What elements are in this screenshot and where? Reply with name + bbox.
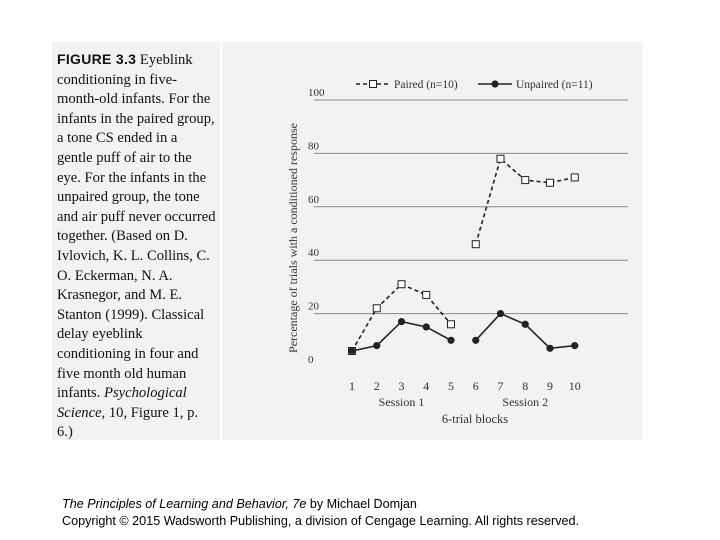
session-label: Session 2 bbox=[502, 395, 549, 409]
caption-journal: Psychological Science, bbox=[57, 385, 187, 421]
data-point bbox=[423, 323, 430, 330]
session-label: Session 1 bbox=[378, 395, 425, 409]
copyright: Copyright © 2015 Wadsworth Publishing, a division of Cengage Learning. All rights reserved. bbox=[62, 514, 580, 528]
footer bbox=[62, 496, 579, 530]
data-point bbox=[546, 345, 553, 352]
legend-label: Unpaired (n=11) bbox=[516, 79, 593, 91]
x-tick-label: 6 bbox=[472, 379, 479, 393]
x-tick-label: 4 bbox=[423, 379, 430, 393]
data-point bbox=[398, 318, 405, 325]
data-point bbox=[571, 174, 578, 181]
y-axis-label: Percentage of trials with a conditioned response bbox=[286, 123, 300, 353]
y-tick-label: 40 bbox=[308, 247, 319, 260]
data-point bbox=[497, 310, 504, 317]
y-tick-label: 20 bbox=[308, 300, 319, 313]
x-tick-label: 10 bbox=[568, 379, 581, 393]
y-tick-label: 60 bbox=[308, 193, 319, 206]
footer-credit bbox=[62, 496, 579, 513]
data-point bbox=[547, 179, 554, 186]
data-point bbox=[472, 337, 479, 344]
x-tick-label: 7 bbox=[497, 379, 504, 393]
x-tick-label: 9 bbox=[547, 379, 553, 393]
y-tick-label: 80 bbox=[308, 140, 319, 153]
legend-label: Paired (n=10) bbox=[394, 79, 458, 91]
figure-caption-panel bbox=[52, 42, 220, 440]
x-axis-label: 6-trial blocks bbox=[441, 412, 509, 426]
data-point bbox=[373, 342, 380, 349]
y-tick-label: 0 bbox=[308, 354, 314, 366]
caption-citation-end: 10, Figure 1, p. 6.) bbox=[57, 404, 199, 441]
data-point bbox=[423, 291, 430, 298]
x-tick-label: 5 bbox=[448, 379, 454, 393]
line-chart bbox=[222, 42, 642, 440]
y-tick-label: 100 bbox=[308, 87, 325, 99]
x-tick-label: 3 bbox=[398, 379, 405, 393]
data-point bbox=[447, 337, 454, 344]
data-point bbox=[522, 177, 529, 184]
caption-body: Eyeblink conditioning in five-month-old infants. For the infants in the paired group, a tone CS ended in a gentle puff of air to the eye. For the infants in the unpaired group, the tone and air puff never occurred together. (Based on D. Ivlovich, K. L. Collins, C. O. Eckerman, N. A. Krasnegor, and M. E. Stanton (1999). Classical delay eyeblink conditioning in four and five month old human infants. bbox=[57, 52, 216, 402]
x-tick-label: 8 bbox=[522, 379, 529, 393]
figure-caption bbox=[57, 50, 216, 443]
figure-label: FIGURE 3.3 bbox=[57, 51, 137, 67]
data-point bbox=[398, 281, 405, 288]
author: by Michael Domjan bbox=[306, 497, 417, 511]
book-title: The Principles of Learning and Behavior, 7e bbox=[62, 497, 307, 511]
x-tick-label: 1 bbox=[349, 379, 355, 393]
data-point bbox=[497, 155, 504, 162]
x-tick-label: 2 bbox=[373, 379, 380, 393]
data-point bbox=[472, 241, 479, 248]
data-point bbox=[571, 342, 578, 349]
data-point bbox=[373, 305, 380, 312]
data-point bbox=[491, 80, 498, 87]
data-point bbox=[370, 81, 377, 88]
data-point bbox=[348, 347, 355, 354]
data-point bbox=[522, 321, 529, 328]
chart-panel bbox=[222, 42, 642, 440]
data-point bbox=[448, 321, 455, 328]
